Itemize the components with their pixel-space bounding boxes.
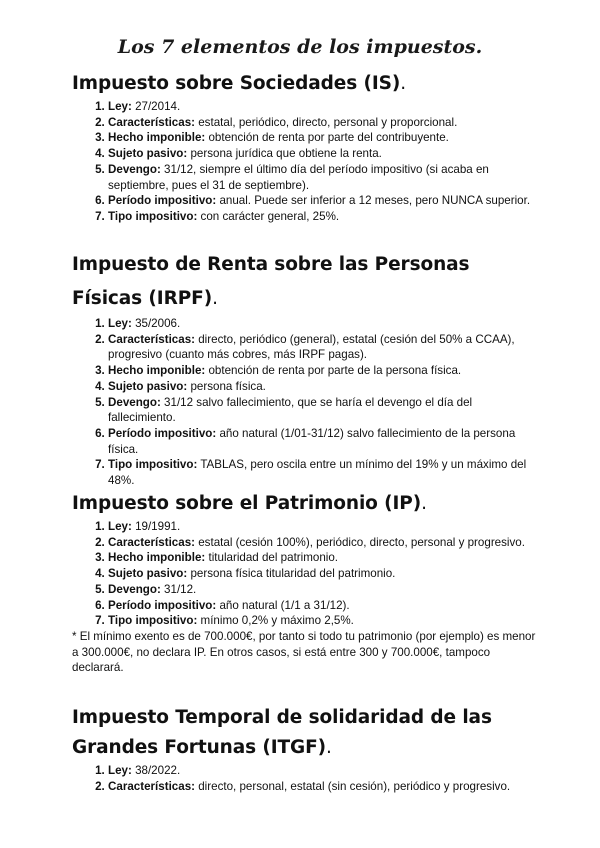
element-list bbox=[72, 316, 542, 489]
element-list bbox=[72, 763, 542, 794]
item-label: Ley: bbox=[108, 100, 132, 113]
list-item bbox=[108, 99, 542, 115]
item-label: Período impositivo: bbox=[108, 426, 217, 440]
list-item bbox=[108, 763, 542, 779]
item-label: Ley: bbox=[108, 317, 132, 330]
item-text: 31/12 salvo fallecimiento, que se haría el devengo el día del fallecimiento. bbox=[108, 395, 473, 425]
item-label: Período impositivo: bbox=[108, 598, 217, 612]
list-item bbox=[108, 457, 542, 488]
item-label: Características: bbox=[108, 332, 196, 346]
list-item bbox=[108, 535, 542, 551]
item-text: directo, personal, estatal (sin cesión), periódico y progresivo. bbox=[195, 779, 511, 793]
section-heading: Impuesto sobre el Patrimonio (IP). bbox=[72, 493, 427, 514]
list-item bbox=[108, 426, 542, 457]
list-item bbox=[108, 130, 542, 146]
list-item bbox=[108, 519, 542, 535]
item-text: directo, periódico (general), estatal (cesión del 50% a CCAA), progresivo (cuanto más cobres, más IRPF pagas). bbox=[108, 332, 515, 362]
item-label: Ley: bbox=[108, 520, 132, 533]
section-heading: Impuesto de Renta sobre las Personas Físicas (IRPF). bbox=[72, 254, 470, 309]
list-item bbox=[108, 379, 542, 395]
list-item bbox=[108, 598, 542, 614]
list-item bbox=[108, 550, 542, 566]
item-label: Sujeto pasivo: bbox=[108, 567, 188, 581]
list-item bbox=[108, 332, 542, 363]
list-item bbox=[108, 613, 542, 629]
list-item bbox=[108, 779, 542, 795]
list-item bbox=[108, 316, 542, 332]
item-label: Hecho imponible: bbox=[108, 364, 206, 378]
item-label: Sujeto pasivo: bbox=[108, 147, 188, 161]
item-label: Tipo impositivo: bbox=[108, 458, 198, 472]
item-text: mínimo 0,2% y máximo 2,5%. bbox=[197, 614, 354, 628]
list-item bbox=[108, 395, 542, 426]
section-heading: Impuesto Temporal de solidaridad de las Grandes Fortunas (ITGF). bbox=[72, 707, 492, 758]
section-itgf bbox=[72, 703, 542, 794]
list-item bbox=[108, 566, 542, 582]
list-item bbox=[108, 209, 542, 225]
item-text: TABLAS, pero oscila entre un mínimo del 19% y un máximo del 48%. bbox=[108, 458, 527, 488]
item-label: Características: bbox=[108, 535, 196, 549]
list-item bbox=[108, 146, 542, 162]
item-text: estatal, periódico, directo, personal y proporcional. bbox=[195, 115, 458, 129]
item-label: Tipo impositivo: bbox=[108, 614, 198, 628]
list-item bbox=[108, 162, 542, 193]
element-list bbox=[72, 519, 542, 629]
item-text: obtención de renta por parte de la persona física. bbox=[205, 364, 462, 378]
item-label: Período impositivo: bbox=[108, 194, 217, 208]
item-text: persona física titularidad del patrimonio. bbox=[187, 567, 396, 581]
document-title: Los 7 elementos de los impuestos. bbox=[117, 36, 483, 58]
item-text: 31/12, siempre el último día del período impositivo (si acaba en septiembre, pues el 31 de septiembre). bbox=[108, 162, 489, 192]
item-label: Devengo: bbox=[108, 582, 161, 596]
item-label: Sujeto pasivo: bbox=[108, 379, 188, 393]
item-text: año natural (1/01-31/12) salvo fallecimiento de la persona física. bbox=[108, 426, 516, 456]
item-text: persona jurídica que obtiene la renta. bbox=[187, 147, 382, 161]
element-list bbox=[72, 99, 542, 225]
item-text: titularidad del patrimonio. bbox=[205, 551, 339, 565]
footnote: * El mínimo exento es de 700.000€, por tanto si todo tu patrimonio (por ejemplo) es menor a 300.000€, no declara IP. En otros casos, si está entre 300 y 700.000€, tampoco declarará. bbox=[72, 629, 536, 675]
list-item bbox=[108, 582, 542, 598]
item-text: obtención de renta por parte del contribuyente. bbox=[205, 131, 449, 145]
section-ip bbox=[72, 488, 542, 676]
section-irpf bbox=[72, 248, 542, 489]
item-text: 31/12. bbox=[160, 582, 197, 596]
list-item bbox=[108, 363, 542, 379]
item-label: Devengo: bbox=[108, 395, 161, 409]
item-label: Características: bbox=[108, 115, 196, 129]
item-label: Hecho imponible: bbox=[108, 551, 206, 565]
item-text: año natural (1/1 a 31/12). bbox=[216, 598, 350, 612]
item-text: 19/1991. bbox=[131, 520, 181, 533]
item-text: persona física. bbox=[187, 379, 266, 393]
list-item bbox=[108, 193, 542, 209]
item-text: 35/2006. bbox=[131, 317, 181, 330]
section-is bbox=[72, 68, 542, 225]
item-label: Características: bbox=[108, 779, 196, 793]
item-label: Devengo: bbox=[108, 162, 161, 176]
item-text: 27/2014. bbox=[131, 100, 181, 113]
item-label: Tipo impositivo: bbox=[108, 209, 198, 223]
item-label: Ley: bbox=[108, 764, 132, 777]
item-text: anual. Puede ser inferior a 12 meses, pero NUNCA superior. bbox=[216, 194, 531, 208]
item-text: con carácter general, 25%. bbox=[197, 209, 340, 223]
item-label: Hecho imponible: bbox=[108, 131, 206, 145]
list-item bbox=[108, 115, 542, 131]
item-text: 38/2022. bbox=[131, 764, 181, 777]
item-text: estatal (cesión 100%), periódico, directo, personal y progresivo. bbox=[195, 535, 525, 549]
section-heading: Impuesto sobre Sociedades (IS). bbox=[72, 73, 406, 94]
